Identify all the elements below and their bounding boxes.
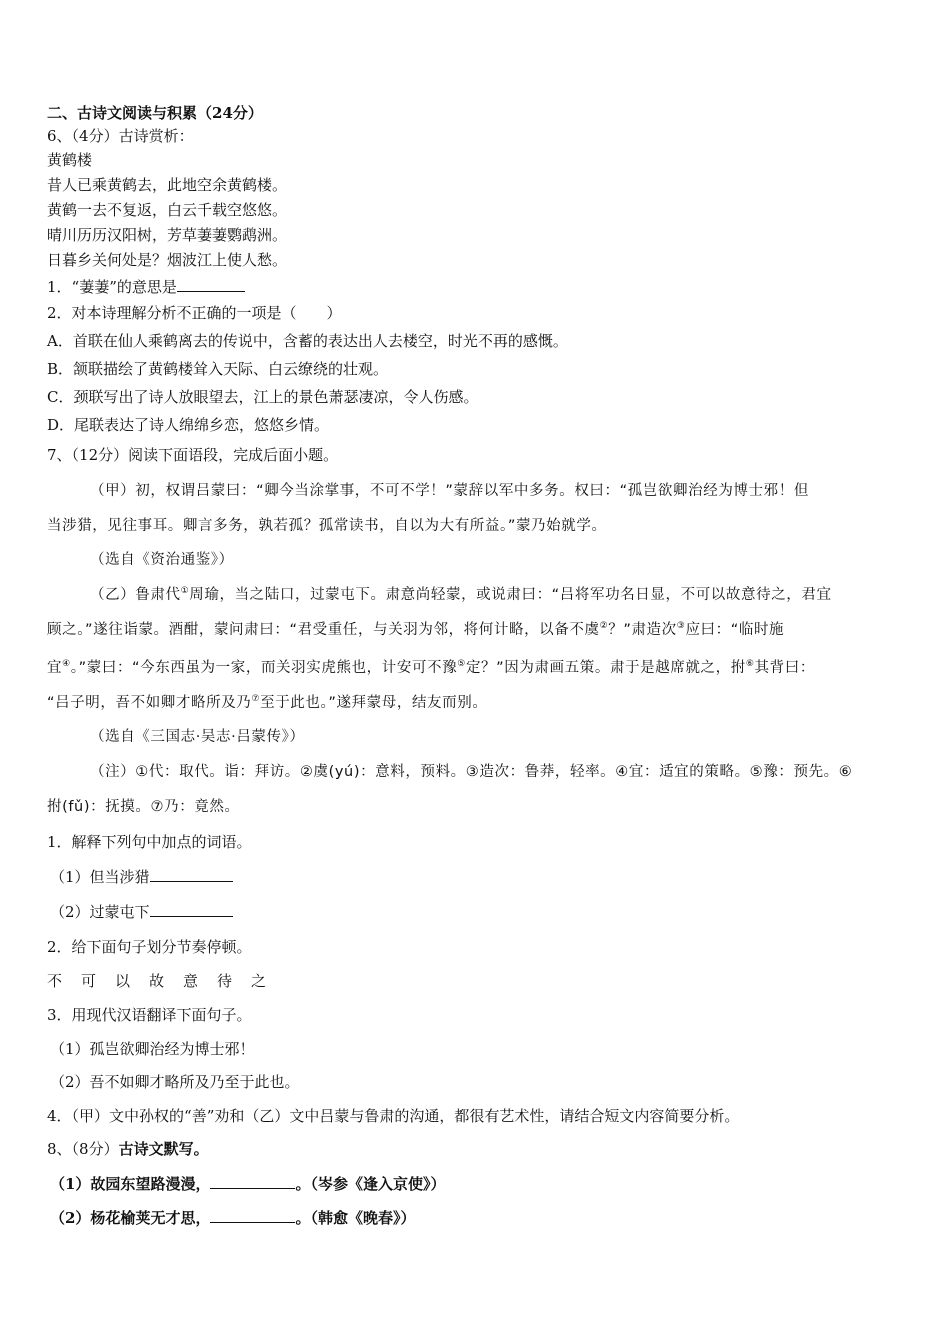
passage-yi-line: 宜④。”蒙曰：“今东西虽为一家，而关羽实虎熊也，计安可不豫⑤定？”因为肃画五策。肃于是越席就之，拊⑥其背曰： [47,659,815,676]
q8-intro: 8、（8分）古诗文默写。 [47,1140,209,1158]
poem-line: 晴川历历汉阳树，芳草萋萋鹦鹉洲。 [47,226,288,244]
option-c: C．颈联写出了诗人放眼望去，江上的景色萧瑟凄凉，令人伤感。 [47,388,479,406]
q7-sub1-item: （2）过蒙屯下 [50,901,233,922]
q7-sub3-item: （2）吾不如卿才略所及乃至于此也。 [50,1073,300,1091]
passage-jia-line: （甲）初，权谓吕蒙曰：“卿今当涂掌事，不可不学！”蒙辞以军中多务。权曰：“孤岂欲卿治经为博士邪！但 [90,483,809,499]
q7-sub3-item: （1）孤岂欲卿治经为博士邪！ [50,1040,255,1058]
poem-line: 日暮乡关何处是？烟波江上使人愁。 [47,251,288,269]
q7-sub1-item: （1）但当涉猎 [50,866,233,887]
q6-sub1-text: 1．“萋萋”的意思是 [47,278,177,296]
passage-jia-source: （选自《资治通鉴》） [90,552,234,568]
q8-item: （1）故园东望路漫漫， 。（岑参《逢入京使》） [50,1175,446,1193]
notes-line: 拊(fǔ)：抚摸。⑦乃：竟然。 [47,799,240,815]
answer-blank[interactable] [210,1173,295,1189]
notes-line: （注）①代：取代。诣：拜访。②虞(yú)：意料，预料。③造次：鲁莽，轻率。④宜：适宜的策略。⑤豫：预先。⑥ [90,764,853,780]
option-b: B．颔联描绘了黄鹤楼耸入天际、白云缭绕的壮观。 [47,360,389,378]
q6-sub1 [47,276,245,297]
passage-jia-line: 当涉猎，见往事耳。卿言多务，孰若孤？孤常读书，自以为大有所益。”蒙乃始就学。 [47,518,607,534]
poem-title: 黄鹤楼 [47,151,93,169]
q6-intro: 6、（4分）古诗赏析： [47,127,194,145]
q7-sub2: 2．给下面句子划分节奏停顿。 [47,938,252,956]
passage-yi-line: （乙）鲁肃代①周瑜，当之陆口，过蒙屯下。肃意尚轻蒙，或说肃曰：“吕将军功名日显，不可以故意待之，君宜 [90,586,832,603]
q6-sub2: 2．对本诗理解分析不正确的一项是（ ） [47,304,342,322]
poem-line: 昔人已乘黄鹤去，此地空余黄鹤楼。 [47,176,288,194]
passage-yi-line: 顾之。”遂往诣蒙。酒酣，蒙问肃曰：“君受重任，与关羽为邻，将何计略，以备不虞②？”肃造次③应曰：“临时施 [47,621,785,638]
section-heading: 二、古诗文阅读与积累（24分） [47,104,263,122]
answer-blank[interactable] [210,1207,295,1223]
rhythm-sentence: 不 可 以 故 意 待 之 [47,972,267,990]
answer-blank[interactable] [150,901,233,917]
passage-yi-source: （选自《三国志·吴志·吕蒙传》） [90,729,305,745]
q7-intro: 7、（12分）阅读下面语段，完成后面小题。 [47,446,339,464]
q7-sub3: 3．用现代汉语翻译下面句子。 [47,1006,252,1024]
poem-line: 黄鹤一去不复返，白云千载空悠悠。 [47,201,288,219]
q7-sub1: 1．解释下列句中加点的词语。 [47,833,252,851]
option-a: A．首联在仙人乘鹤离去的传说中，含蓄的表达出人去楼空，时光不再的感慨。 [47,332,568,350]
q8-item: （2）杨花榆荚无才思， 。（韩愈《晚春》） [50,1209,416,1227]
passage-yi-line: “吕子明，吾不如卿才略所及乃⑦至于此也。”遂拜蒙母，结友而别。 [47,694,488,711]
answer-blank[interactable] [150,866,233,882]
q7-sub4: 4．（甲）文中孙权的“善”劝和（乙）文中吕蒙与鲁肃的沟通，都很有艺术性，请结合短文内容简要分析。 [47,1107,740,1125]
answer-blank[interactable] [177,276,245,292]
option-d: D．尾联表达了诗人绵绵乡恋，悠悠乡情。 [47,416,330,434]
